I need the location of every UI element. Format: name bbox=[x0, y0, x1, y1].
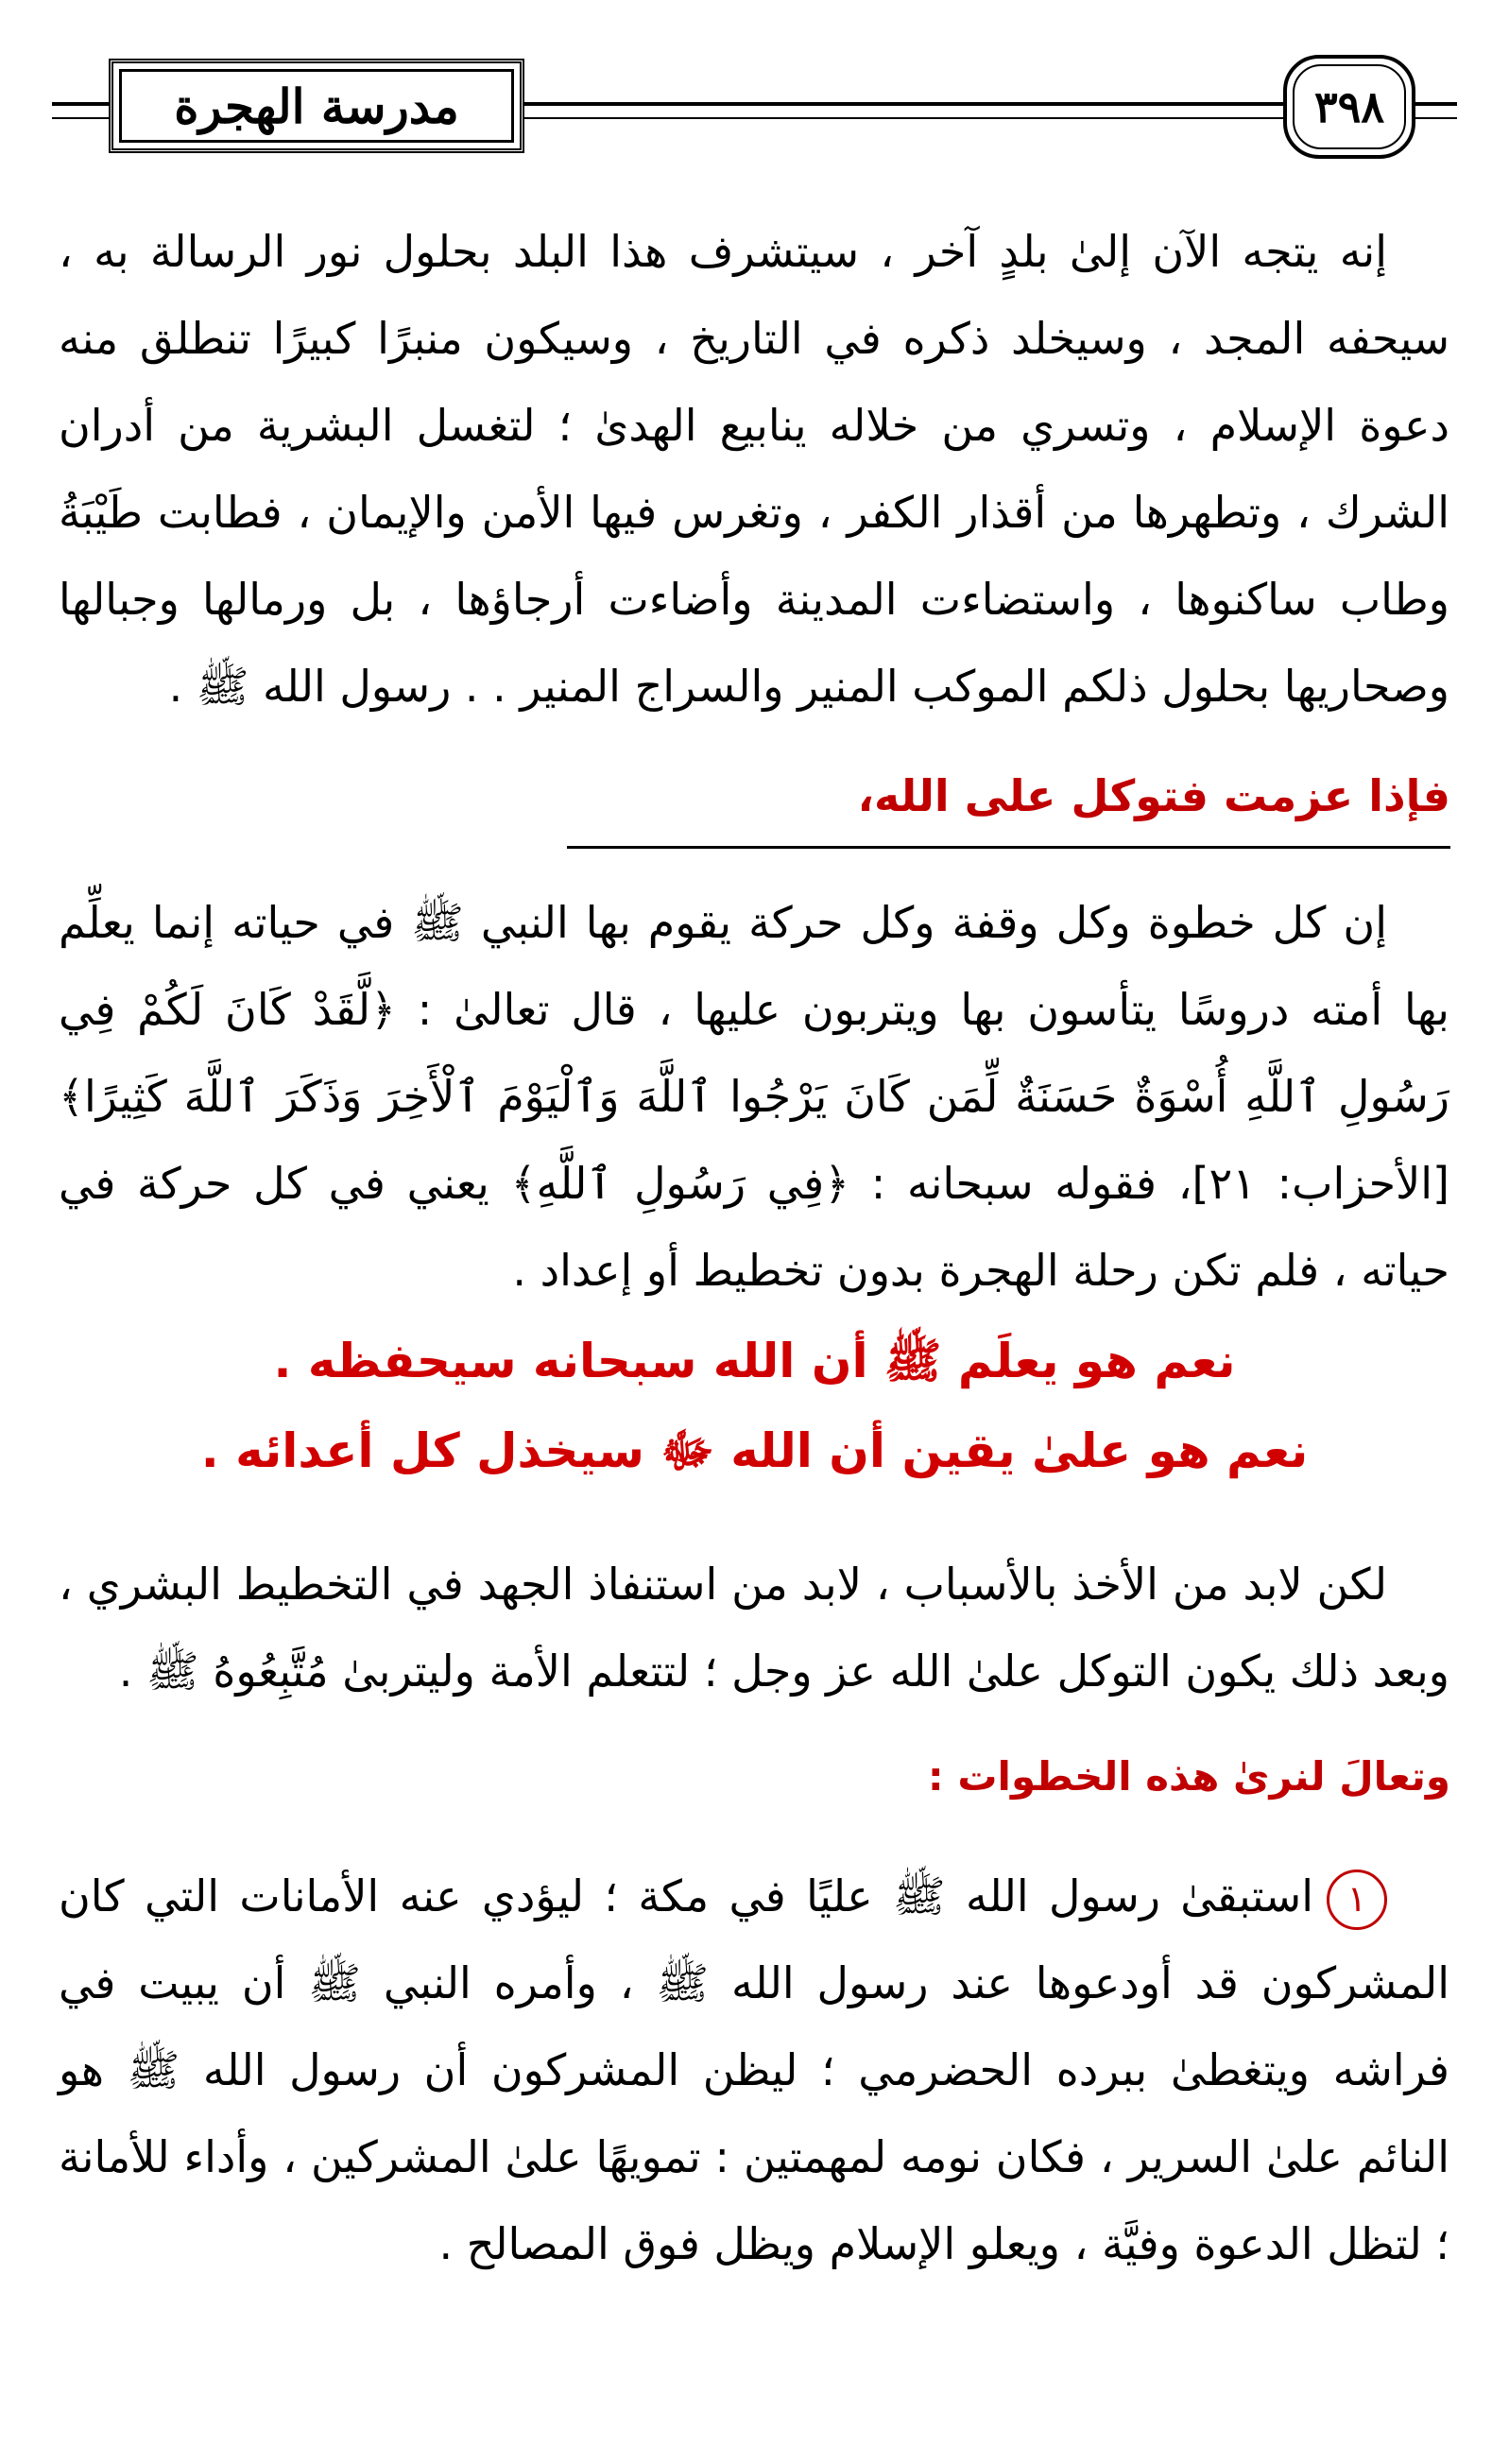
section-heading-1: فإذا عزمت فتوكل على الله، bbox=[857, 770, 1450, 821]
highlight-line-1: نعم هو يعلَم ﷺ أن الله سبحانه سيحفظه . bbox=[273, 1334, 1236, 1388]
paragraph-3 bbox=[59, 1541, 1449, 1714]
paragraph-2-text: إن كل خطوة وكل وقفة وكل حركة يقوم بها النبي ﷺ في حياته إنما يعلِّم بها أمته دروسًا يتأسون بها ويتربون عليها ، قال تعالىٰ : ﴿لَّقَدْ كَانَ لَكُمْ فِي رَسُولِ ٱللَّهِ أُسْوَةٌ حَسَنَةٌ لِّمَن كَانَ يَرْجُوا ٱللَّهَ وَٱلْيَوْمَ ٱلْأَخِرَ وَذَكَرَ ٱللَّهَ كَثِيرًا﴾ [الأحزاب: ٢١]، فقوله سبحانه : ﴿فِي رَسُولِ ٱللَّهِ﴾ يعني في كل حركة في حياته ، فلم تكن رحلة الهجرة بدون تخطيط أو إعداد . bbox=[59, 897, 1449, 1296]
list-item-1 bbox=[59, 1852, 1449, 2287]
list-item-1-text bbox=[59, 1852, 1449, 2287]
paragraph-1 bbox=[59, 208, 1449, 730]
highlight-line-2: نعم هو علىٰ يقين أن الله ﷻ سيخذل كل أعدائه . bbox=[200, 1423, 1309, 1478]
running-title: مدرسة الهجرة bbox=[174, 78, 459, 134]
page-number: ٣٩٨ bbox=[1313, 81, 1385, 132]
paragraph-2 bbox=[59, 879, 1449, 1314]
item-number-badge: ١ bbox=[1327, 1870, 1387, 1930]
list-item-1-body: استبقىٰ رسول الله ﷺ عليًا في مكة ؛ ليؤدي عنه الأمانات التي كان المشركون قد أودعوها عند رسول الله ﷺ ، وأمره النبي ﷺ أن يبيت في فراشه ويتغطىٰ ببرده الحضرمي ؛ ليظن المشركون أن رسول الله ﷺ هو النائم علىٰ السرير ، فكان نومه لمهمتين : تمويهًا علىٰ المشركين ، وأداء للأمانة ؛ لتظل الدعوة وفيَّة ، ويعلو الإسلام ويظل فوق المصالح . bbox=[59, 1870, 1449, 2269]
paragraph-1-text: إنه يتجه الآن إلىٰ بلدٍ آخر ، سيتشرف هذا البلد بحلول نور الرسالة به ، سيحفه المجد ، وسيخلد ذكره في التاريخ ، وسيكون منبرًا كبيرًا تنطلق منه دعوة الإسلام ، وتسري من خلاله ينابيع الهدىٰ ؛ لتغسل البشرية من أدران الشرك ، وتطهرها من أقذار الكفر ، وتغرس فيها الأمن والإيمان ، فطابت طَيْبَةُ وطاب ساكنوها ، واستضاءت المدينة وأضاءت أرجاؤها ، بل ورمالها وجبالها وصحاريها بحلول ذلكم الموكب المنير والسراج المنير . . رسول الله ﷺ . bbox=[59, 226, 1449, 712]
heading-underline bbox=[567, 846, 1450, 849]
paragraph-3-text: لكن لابد من الأخذ بالأسباب ، لابد من استنفاذ الجهد في التخطيط البشري ، وبعد ذلك يكون التوكل علىٰ الله عز وجل ؛ لتتعلم الأمة وليتربىٰ مُتَّبِعُوهُ ﷺ . bbox=[59, 1559, 1449, 1697]
section-heading-2: وتعالَ لنرىٰ هذه الخطوات : bbox=[927, 1753, 1450, 1800]
running-title-frame bbox=[109, 59, 524, 153]
page-number-frame bbox=[1283, 55, 1415, 159]
